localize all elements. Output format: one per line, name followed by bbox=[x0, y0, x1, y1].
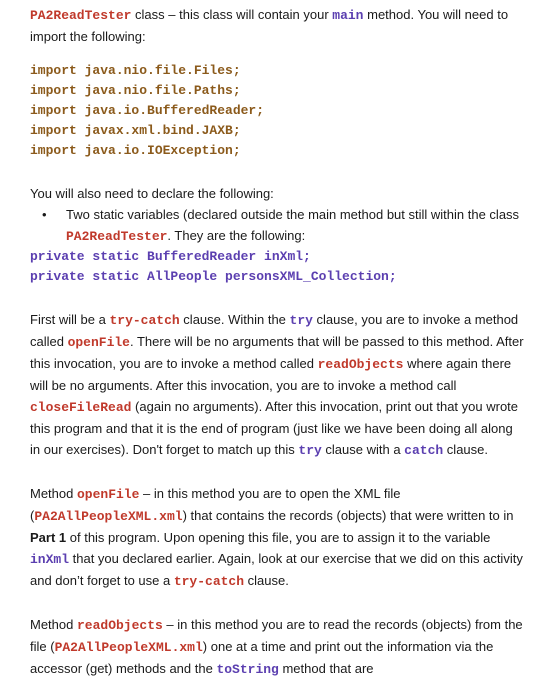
bullet-text: Two static variables (declared outside the main method but still within the class bbox=[66, 207, 520, 222]
inline-code: PA2AllPeopleXML.xml bbox=[34, 509, 183, 524]
para-text: where again there will be no arguments. After this invocation, you are to invoke a method call bbox=[30, 356, 512, 393]
para-text: method that are bbox=[278, 661, 374, 676]
import-block bbox=[30, 61, 525, 161]
document-page bbox=[30, 0, 525, 680]
main-keyword-code: main bbox=[332, 8, 364, 23]
para-text: clause. bbox=[443, 442, 488, 457]
inline-code: inXml bbox=[30, 552, 70, 567]
inline-code: catch bbox=[404, 443, 444, 458]
para-text: (again no arguments). After this invocation, print out that you wrote this program and that it is the end of program (just like we have been doing all along in our exercises). Don't forget to match up this bbox=[30, 399, 519, 457]
bullet-class-code: PA2ReadTester bbox=[66, 229, 168, 244]
para-text: ) that contains the records (objects) that were written to in bbox=[182, 508, 514, 523]
inline-code: try bbox=[289, 313, 313, 328]
try-catch-paragraph bbox=[30, 309, 525, 461]
import-line: import javax.xml.bind.JAXB; bbox=[30, 123, 241, 138]
inline-code: readObjects bbox=[76, 618, 163, 633]
import-line: import java.nio.file.Files; bbox=[30, 63, 241, 78]
para-text: . There will be no arguments that will be passed to this method. After this invocation, you are to invoke a method called bbox=[30, 334, 524, 371]
bold-text: Part 1 bbox=[30, 530, 67, 545]
read-objects-paragraph bbox=[30, 614, 525, 680]
para-text: ) one at a time and print out the information via the accessor (get) methods and the bbox=[30, 639, 494, 676]
inline-code: closeFileRead bbox=[30, 400, 132, 415]
intro-paragraph bbox=[30, 4, 525, 47]
intro-text: class – this class will contain your bbox=[131, 7, 333, 22]
inline-code: try-catch bbox=[109, 313, 180, 328]
bullet-icon: • bbox=[42, 207, 47, 222]
inline-code: try bbox=[298, 443, 322, 458]
declaration-block bbox=[30, 247, 525, 287]
para-text: Method bbox=[30, 486, 77, 501]
inline-code: openFile bbox=[67, 335, 130, 350]
class-name-code: PA2ReadTester bbox=[30, 8, 132, 23]
inline-code: try-catch bbox=[173, 574, 245, 589]
bullet-text-2: . They are the following: bbox=[167, 228, 306, 243]
declare-bullet-item bbox=[30, 204, 525, 247]
para-text: First will be a bbox=[30, 312, 110, 327]
para-text: clause, you are to invoke a method called bbox=[30, 312, 519, 349]
import-line: import java.nio.file.Paths; bbox=[30, 83, 241, 98]
para-text: clause. bbox=[244, 573, 289, 588]
declaration-line: private static BufferedReader inXml; bbox=[30, 249, 311, 264]
open-file-paragraph bbox=[30, 483, 525, 592]
inline-code: toString bbox=[216, 662, 279, 677]
intro-text-2: method. You will need to import the following: bbox=[30, 7, 509, 44]
inline-code: openFile bbox=[76, 487, 140, 502]
para-text: clause. Within the bbox=[179, 312, 290, 327]
declare-lead: You will also need to declare the following: bbox=[30, 186, 274, 201]
para-text: – in this method you are to read the records (objects) from the file ( bbox=[30, 617, 523, 654]
para-text: – in this method you are to open the XML file ( bbox=[30, 486, 401, 523]
declaration-line: private static AllPeople personsXML_Collection; bbox=[30, 269, 397, 284]
inline-code: PA2AllPeopleXML.xml bbox=[54, 640, 203, 655]
para-text: that you declared earlier. Again, look at our exercise that we did on this activity and don’t forget to use a bbox=[30, 551, 523, 588]
import-line: import java.io.BufferedReader; bbox=[30, 103, 265, 118]
para-text: Method bbox=[30, 617, 77, 632]
para-text: of this program. Upon opening this file, you are to assign it to the variable bbox=[66, 530, 491, 545]
declare-section bbox=[30, 183, 525, 287]
import-line: import java.io.IOException; bbox=[30, 143, 241, 158]
para-text: clause with a bbox=[321, 442, 405, 457]
declare-bullet-list bbox=[30, 204, 525, 247]
inline-code: readObjects bbox=[317, 357, 404, 372]
